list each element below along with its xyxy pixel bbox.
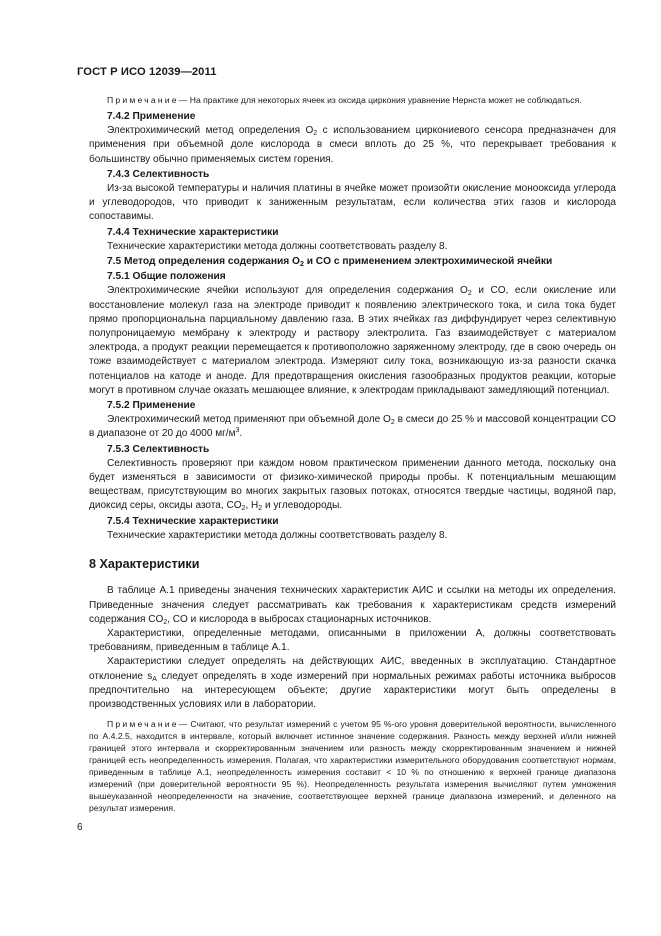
subscript: 2 — [163, 618, 168, 626]
section-heading-7-5 — [89, 255, 616, 269]
subscript: 2 — [299, 261, 304, 269]
subscript: 2 — [241, 505, 246, 513]
subscript: A — [152, 675, 157, 683]
note-text: — Считают, что результат измерений с учетом 95 %-ого уровня доверительной вероятности, вычисленного по А.4.2.5, находится в интервале, который включает истинное значение содержания. Разность между верхней и/или нижней границей этого интервала и скорректированным значением или разность между скорректированным значением и нижней границей есть неопределенность измерения. Полагая, что характеристики измерительного оборудования соответствуют нормам, приведенным в таблице А.1, неопределенность измерения составит < 10 % по отношению к верхней границе диапазона измерений (при доверительной вероятности 95 %). Неопределенность результата измерения вычисляют путем умножения вышеуказанной неопределенности на значение, соответствующее верхней границе диапазона измерений, и деленного на результат измерения. — [89, 719, 616, 814]
paragraph-8-3 — [89, 655, 616, 712]
text-run: Электрохимический метод применяют при объемной доле O — [107, 414, 391, 426]
section-heading-7-5-3: 7.5.3 Селективность — [107, 443, 210, 455]
text-run: следует определять в ходе измерений при нормальных режимах работы источника выбросов предпочтительно на интересующем объекте; другие характеристики могут быть определены в производственных условиях или в лаборатории. — [89, 670, 616, 710]
section-heading-7-5-1: 7.5.1 Общие положения — [107, 271, 226, 283]
text-run: и CO, если окисление или восстановление молекул газа на электроде приводит к появлению электрического тока, и сила тока будет прямо пропорциональна парциальному давлению газа. В этих ячейках газ диффундирует через селективную полупроницаемую мембрану к электроду и раствору электролита. Газ взаимодействует с материалом электрода, а продукт реакции перемещается к противоположно заряженному электроду, где в свою очередь он тоже взаимодействует с материалом электрода. Измеряют силу тока, возникающую из-за разности скачка потенциалов на катоде и аноде. Для предотвращения окисления газообразных продуктов реакции, которые могут в противном случае оказать мешающее влияние, к электродам прикладывают замедляющий потенциал. — [89, 285, 616, 396]
text-run: и CO с применением электрохимической ячейки — [303, 256, 553, 268]
text-run: , CO и кислорода в выбросах стационарных источников. — [167, 613, 432, 625]
page-body — [89, 94, 616, 818]
section-heading-8: 8 Характеристики — [89, 557, 200, 572]
paragraph-8-1 — [89, 584, 616, 627]
paragraph-7-4-2 — [89, 124, 616, 167]
paragraph-7-5-2 — [89, 413, 616, 441]
paragraph-8-2: Характеристики, определенные методами, описанными в приложении А, должны соответствовать требованиям, приведенным в таблице А.1. — [89, 627, 616, 654]
text-run: Электрохимические ячейки используют для определения содержания O — [107, 285, 468, 297]
text-run: Электрохимический метод определения O — [107, 125, 314, 137]
text-run: , H — [245, 500, 259, 512]
paragraph-7-5-1 — [89, 284, 616, 398]
text-run: Характеристики следует определять на действующих АИС, введенных в эксплуатацию. Стандартное отклонение s — [89, 656, 616, 682]
text-run: В таблице А.1 приведены значения технических характеристик АИС и ссылки на методы их определения. Приведенные значения следует рассматривать как требования к характеристикам средств измерений содержания CO — [89, 585, 616, 625]
text-run: с использованием циркониевого сенсора предназначен для применения при объемной доле кислорода в смеси вплоть до 25 %, что перекрывает требования к большинству обычно применяемых систем горения. — [89, 125, 616, 165]
text-run: 7.5 Метод определения содержания O — [107, 256, 300, 268]
paragraph-7-4-3: Из-за высокой температуры и наличия платины в ячейке может произойти окисление монооксида углерода и углеводородов, что приводит к заниженным результатам, если количества этих газов и кислорода сопоставимы. — [89, 183, 616, 223]
section-heading-7-4-3: 7.4.3 Селективность — [107, 168, 210, 180]
subscript: 2 — [258, 505, 263, 513]
subscript: 2 — [390, 419, 395, 427]
superscript: 3 — [235, 427, 240, 435]
paragraph-7-5-4: Технические характеристики метода должны соответствовать разделу 8. — [107, 529, 448, 541]
document-code-header: ГОСТ Р ИСО 12039—2011 — [77, 66, 217, 78]
note-text: — На практике для некоторых ячеек из оксида циркония уравнение Нернста может не соблюдаться. — [178, 95, 582, 105]
section-heading-7-5-4: 7.5.4 Технические характеристики — [107, 515, 279, 527]
note-label: Примечание — [107, 719, 179, 730]
text-run: . — [239, 428, 243, 440]
subscript: 2 — [313, 130, 318, 138]
text-run: и углеводороды. — [262, 500, 343, 512]
note-label: Примечание — [107, 95, 179, 105]
subscript: 2 — [467, 290, 472, 298]
note-paragraph — [89, 718, 616, 814]
note-paragraph — [89, 94, 616, 106]
section-heading-7-4-2: 7.4.2 Применение — [107, 111, 196, 122]
section-heading-7-5-2: 7.5.2 Применение — [107, 400, 196, 412]
text-run: Селективность проверяют при каждом новом практическом применении данного метода, поскольку она будет изменяться в зависимости от физико-химической природы пробы. К потенциальным мешающим веществам, присутствующим во многих закрытых газовых потоках, относятся твердые частицы, водяной пар, диоксид серы, оксиды азота, CO — [89, 457, 616, 512]
section-heading-7-4-4: 7.4.4 Технические характеристики — [107, 226, 279, 238]
page-number: 6 — [77, 822, 83, 833]
paragraph-7-5-3 — [89, 457, 616, 514]
paragraph-7-4-4: Технические характеристики метода должны соответствовать разделу 8. — [107, 240, 448, 252]
text-run: в смеси до 25 % и массовой концентрации CO в диапазоне от 20 до 4000 мг/м — [89, 414, 617, 440]
